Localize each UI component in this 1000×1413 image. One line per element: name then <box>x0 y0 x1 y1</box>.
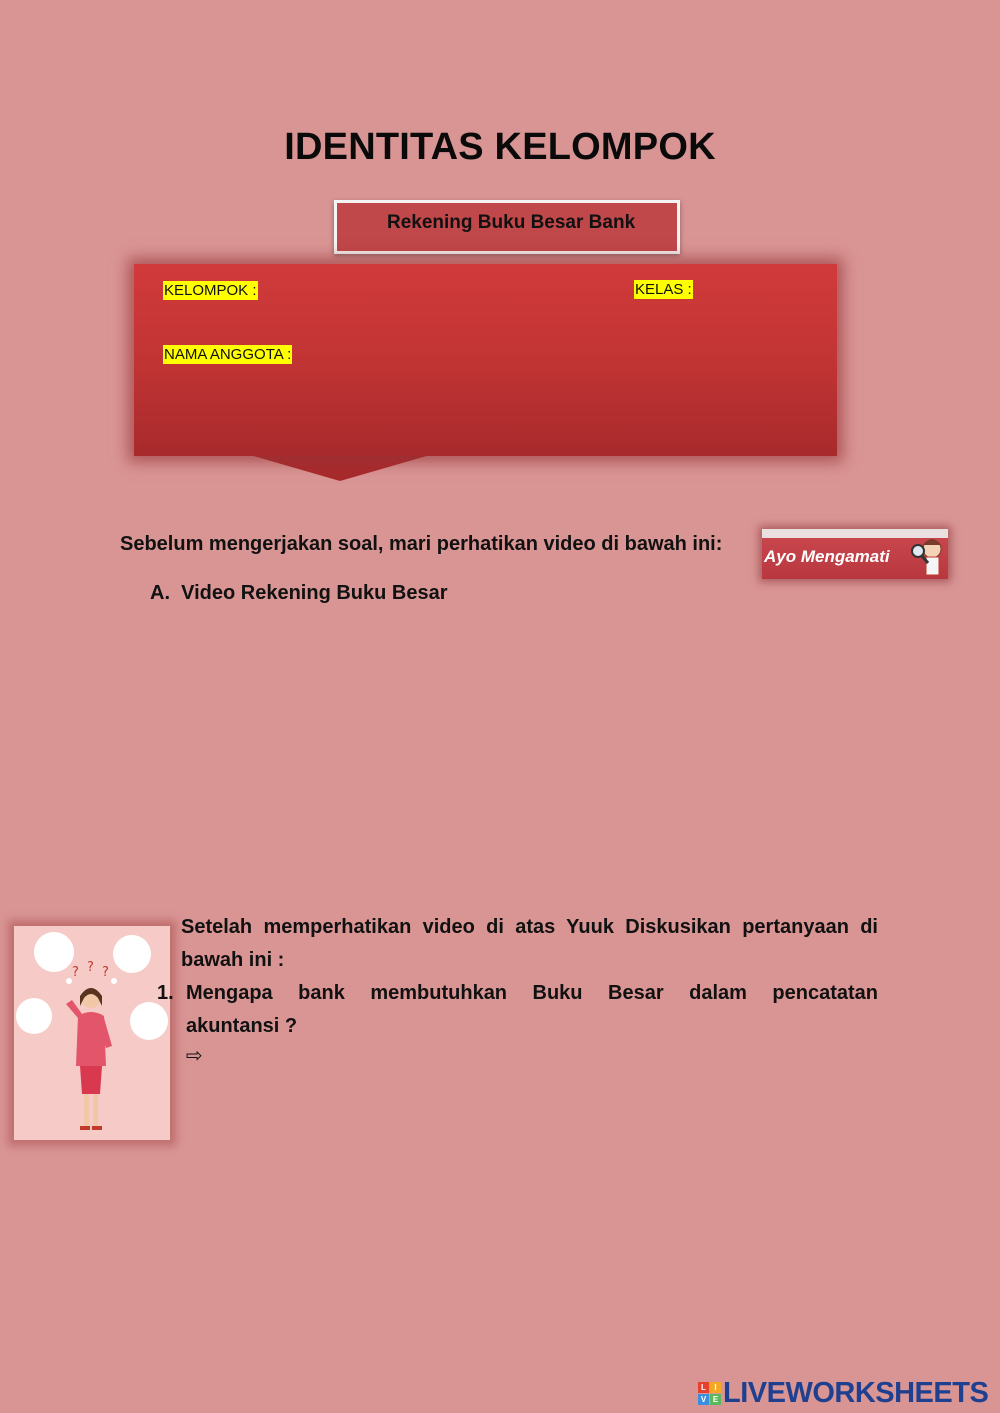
question-line-1: Mengapa bank membutuhkan Buku Besar dalam pencatatan <box>186 982 878 1004</box>
logo-letter: L <box>698 1382 709 1393</box>
group-label: KELOMPOK : <box>164 282 257 299</box>
liveworksheets-logo[interactable] <box>698 1378 988 1408</box>
section-a-label: A. <box>150 582 170 604</box>
logo-grid-icon <box>698 1382 721 1405</box>
discussion-intro: Setelah memperhatikan video di atas Yuuk Diskusikan pertanyaan di bawah ini : <box>181 916 878 971</box>
thinking-woman-icon <box>14 926 170 1140</box>
question-text <box>186 977 878 1043</box>
svg-text:?: ? <box>87 960 94 975</box>
class-label: KELAS : <box>635 281 692 298</box>
logo-letter: E <box>710 1394 721 1405</box>
instruction-text: Sebelum mengerjakan soal, mari perhatikan video di bawah ini: <box>120 533 723 555</box>
section-a-heading <box>150 582 448 605</box>
members-label: NAMA ANGGOTA : <box>164 346 292 363</box>
section-a-title: Video Rekening Buku Besar <box>181 582 448 604</box>
logo-letter: V <box>698 1394 709 1405</box>
svg-text:?: ? <box>72 965 79 980</box>
answer-arrow-icon: ⇨ <box>186 1045 203 1067</box>
ayo-mengamati-badge <box>762 529 948 579</box>
badge-text: Ayo Mengamati <box>764 547 890 566</box>
subtitle-text: Rekening Buku Besar Bank <box>387 212 636 233</box>
identity-panel-arrow <box>250 455 430 481</box>
thinking-woman-illustration <box>14 926 170 1140</box>
question-number: 1. <box>157 982 174 1004</box>
brand-text: LIVEWORKSHEETS <box>723 1376 989 1409</box>
page-title: IDENTITAS KELOMPOK <box>284 126 716 168</box>
subtitle-box <box>334 200 680 254</box>
logo-letter: I <box>710 1382 721 1393</box>
magnifier-character-icon <box>910 529 948 579</box>
question-line-2: akuntansi ? <box>186 1015 298 1037</box>
svg-text:?: ? <box>102 965 109 980</box>
